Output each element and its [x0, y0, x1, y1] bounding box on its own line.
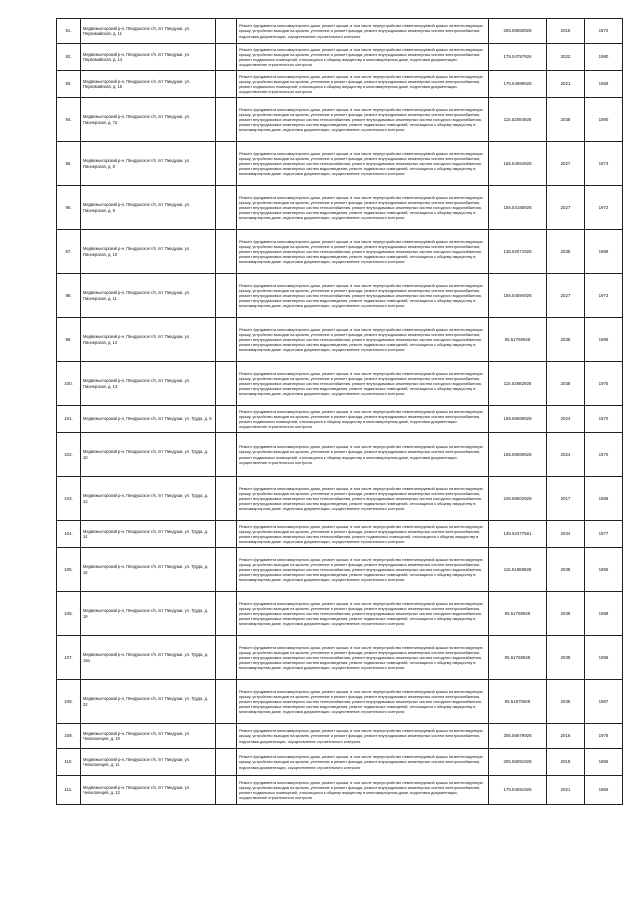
address-cell: Медвежьегорский р-н, Пиндушское г/п, пгт Пиндуши, ул. Первомайская, д. 11 — [81, 19, 216, 44]
planned-year-cell: 2034 — [547, 521, 585, 548]
build-year-cell: 1958 — [585, 71, 623, 98]
address-cell: Медвежьегорский р-н, Пиндушское г/п, пгт Пиндуши, ул. Первомайская, д. 16 — [81, 71, 216, 98]
work-description-cell: Ремонт фундамента многоквартирного дома, ремонт крыши, в том числе переустройство невентилируемой крыши на вентилируемую крышу, устройство выходов на кровлю, утепление и ремонт фасада, ремонт внутридомовых инженерных систем электроснабжения, ремонт внутридомовых инженерных систем теплоснабжения, ремонт внутридомовых инженерных систем холодного водоснабжения, ремонт внутридомовых инженерных систем водоотведения, ремонт подвальных помещений, относящихся к общему имуществу в многоквартирном доме, подготовка документации, осуществление строительного контроля — [237, 98, 489, 142]
row-number: 98. — [57, 274, 81, 318]
planned-year-cell: 2039 — [547, 636, 585, 680]
empty-cell — [216, 44, 237, 71]
cost-cell: 175.54797926 — [489, 44, 547, 71]
empty-cell — [216, 680, 237, 724]
row-number: 94. — [57, 98, 81, 142]
table-row — [57, 98, 623, 142]
planned-year-cell: 2038 — [547, 548, 585, 592]
address-cell: Медвежьегорский р-н, Пиндушское г/п, пгт Пиндуши, ул. Пионерская, д. 9 — [81, 186, 216, 230]
build-year-cell: 1973 — [585, 274, 623, 318]
empty-cell — [216, 142, 237, 186]
cost-cell: 95.51769928 — [489, 636, 547, 680]
table-row — [57, 186, 623, 230]
cost-cell: 115.52084928 — [489, 98, 547, 142]
planned-year-cell: 2038 — [547, 362, 585, 406]
work-description-cell: Ремонт фундамента многоквартирного дома, ремонт крыши, в том числе переустройство невентилируемой крыши на вентилируемую крышу, устройство выходов на кровлю, утепление и ремонт фасада, ремонт внутридомовых инженерных систем электроснабжения, ремонт внутридомовых инженерных систем теплоснабжения, ремонт внутридомовых инженерных систем холодного водоснабжения, ремонт внутридомовых инженерных систем водоотведения, ремонт подвальных помещений, относящихся к общему имуществу в многоквартирном доме, подготовка документации, осуществление строительного контроля — [237, 230, 489, 274]
work-description-cell: Ремонт фундамента многоквартирного дома, ремонт крыши, в том числе переустройство невентилируемой крыши на вентилируемую крышу, устройство выходов на кровлю, утепление и ремонт фасада, ремонт внутридомовых инженерных систем электроснабжения, ремонт внутридомовых инженерных систем теплоснабжения, ремонт внутридомовых инженерных систем холодного водоснабжения, ремонт внутридомовых инженерных систем водоотведения, ремонт подвальных помещений, относящихся к общему имуществу в многоквартирном доме, подготовка документации, осуществление строительного контроля — [237, 318, 489, 362]
work-description-cell: Ремонт фундамента многоквартирного дома, ремонт крыши, в том числе переустройство невентилируемой крыши на вентилируемую крышу, устройство выходов на кровлю, утепление и ремонт фасада, ремонт внутридомовых инженерных систем электроснабжения, ремонт внутридомовых инженерных систем теплоснабжения, ремонт внутридомовых инженерных систем холодного водоснабжения, ремонт внутридомовых инженерных систем водоотведения, ремонт подвальных помещений, относящихся к общему имуществу в многоквартирном доме, подготовка документации, осуществление строительного контроля — [237, 142, 489, 186]
address-cell: Медвежьегорский р-н, Пиндушское г/п, пгт Пиндуши, ул. Пионерская, д. 11 — [81, 274, 216, 318]
capital-repair-table — [56, 18, 623, 805]
build-year-cell: 1977 — [585, 521, 623, 548]
cost-cell: 175.54591928 — [489, 776, 547, 805]
row-number: 92. — [57, 44, 81, 71]
build-year-cell: 1958 — [585, 477, 623, 521]
address-cell: Медвежьегорский р-н, Пиндушское г/п, пгт Пиндуши, ул. Пионерская, д. 10 — [81, 230, 216, 274]
address-cell: Медвежьегорский р-н, Пиндушское г/п, пгт Пиндуши, ул. Пионерская, д. 13 — [81, 362, 216, 406]
cost-cell: 205.56679928 — [489, 724, 547, 749]
cost-cell: 205.56560928 — [489, 19, 547, 44]
work-description-cell: Ремонт фундамента многоквартирного дома, ремонт крыши, в том числе переустройство невентилируемой крыши на вентилируемую крышу, устройство выходов на кровлю, утепление и ремонт фасада, ремонт внутридомовых инженерных систем электроснабжения, подготовка документации, осуществление строительного контроля — [237, 749, 489, 776]
row-number: 105. — [57, 548, 81, 592]
address-cell: Медвежьегорский р-н, Пиндушское г/п, пгт Пиндуши, ул. Труда, д. 19 — [81, 592, 216, 636]
planned-year-cell: 2038 — [547, 592, 585, 636]
build-year-cell: 1975 — [585, 362, 623, 406]
empty-cell — [216, 548, 237, 592]
cost-cell: 155.54594928 — [489, 274, 547, 318]
row-number: 101. — [57, 406, 81, 433]
work-description-cell: Ремонт фундамента многоквартирного дома, ремонт крыши, в том числе переустройство невентилируемой крыши на вентилируемую крышу, устройство выходов на кровлю, утепление и ремонт фасада, ремонт внутридомовых инженерных систем электроснабжения, ремонт подвальных помещений, относящихся к общему имуществу в многоквартирном доме, подготовка документации, осуществление строительного контроля — [237, 44, 489, 71]
table-row — [57, 274, 623, 318]
planned-year-cell: 2038 — [547, 98, 585, 142]
cost-cell: 95.51870928 — [489, 680, 547, 724]
table-row — [57, 230, 623, 274]
address-cell: Медвежьегорский р-н, Пиндушское г/п, пгт Пиндуши, ул. Пионерская, д. 7а — [81, 98, 216, 142]
empty-cell — [216, 274, 237, 318]
table-row — [57, 406, 623, 433]
planned-year-cell: 2022 — [547, 44, 585, 71]
build-year-cell: 1966 — [585, 776, 623, 805]
row-number: 104. — [57, 521, 81, 548]
empty-cell — [216, 636, 237, 680]
empty-cell — [216, 362, 237, 406]
table-row — [57, 71, 623, 98]
planned-year-cell: 2036 — [547, 680, 585, 724]
cost-cell: 205.56091928 — [489, 749, 547, 776]
cost-cell: 135.52377561 — [489, 521, 547, 548]
address-cell: Медвежьегорский р-н, Пиндушское г/п, пгт Пиндуши, ул. Труда, д. 15 — [81, 548, 216, 592]
address-cell: Медвежьегорский р-н, Пиндушское г/п, пгт Пиндуши, ул. Пионерская, д. 12 — [81, 318, 216, 362]
empty-cell — [216, 776, 237, 805]
build-year-cell: 1980 — [585, 98, 623, 142]
planned-year-cell: 2024 — [547, 433, 585, 477]
empty-cell — [216, 592, 237, 636]
address-cell: Медвежьегорский р-н, Пиндушское г/п, пгт Пиндуши, ул. Труда, д. 9 — [81, 406, 216, 433]
build-year-cell: 1980 — [585, 44, 623, 71]
work-description-cell: Ремонт фундамента многоквартирного дома, ремонт крыши, в том числе переустройство невентилируемой крыши на вентилируемую крышу, устройство выходов на кровлю, утепление и ремонт фасада, ремонт внутридомовых инженерных систем электроснабжения, подготовка документации, осуществление строительного контроля — [237, 724, 489, 749]
empty-cell — [216, 230, 237, 274]
table-row — [57, 44, 623, 71]
empty-cell — [216, 749, 237, 776]
table-row — [57, 749, 623, 776]
row-number: 95. — [57, 142, 81, 186]
planned-year-cell: 2035 — [547, 230, 585, 274]
planned-year-cell: 2036 — [547, 318, 585, 362]
cost-cell: 155.54185928 — [489, 186, 547, 230]
planned-year-cell: 2024 — [547, 406, 585, 433]
work-description-cell: Ремонт фундамента многоквартирного дома, ремонт крыши, в том числе переустройство невентилируемой крыши на вентилируемую крышу, устройство выходов на кровлю, утепление и ремонт фасада, ремонт внутридомовых инженерных систем электроснабжения, ремонт внутридомовых инженерных систем теплоснабжения, ремонт подвальных помещений, относящихся к общему имуществу в многоквартирном доме, подготовка документации, осуществление строительного контроля — [237, 521, 489, 548]
work-description-cell: Ремонт фундамента многоквартирного дома, ремонт крыши, в том числе переустройство невентилируемой крыши на вентилируемую крышу, устройство выходов на кровлю, утепление и ремонт фасада, ремонт внутридомовых инженерных систем электроснабжения, ремонт подвальных помещений, относящихся к общему имуществу в многоквартирном доме, подготовка документации, осуществление строительного контроля — [237, 433, 489, 477]
cost-cell: 155.55669928 — [489, 433, 547, 477]
table-row — [57, 636, 623, 680]
row-number: 106. — [57, 592, 81, 636]
table-row — [57, 776, 623, 805]
build-year-cell: 1986 — [585, 318, 623, 362]
planned-year-cell: 2016 — [547, 724, 585, 749]
build-year-cell: 1978 — [585, 724, 623, 749]
table-row — [57, 592, 623, 636]
cost-cell: 135.52071928 — [489, 230, 547, 274]
table-row — [57, 521, 623, 548]
table-body — [57, 19, 623, 805]
planned-year-cell: 2019 — [547, 749, 585, 776]
empty-cell — [216, 186, 237, 230]
cost-cell: 225.56602928 — [489, 477, 547, 521]
build-year-cell: 1987 — [585, 680, 623, 724]
table-row — [57, 724, 623, 749]
address-cell: Медвежьегорский р-н, Пиндушское г/п, пгт Пиндуши, ул. Первомайская, д. 14 — [81, 44, 216, 71]
planned-year-cell: 2016 — [547, 19, 585, 44]
table-row — [57, 477, 623, 521]
cost-cell: 115.51869928 — [489, 548, 547, 592]
row-number: 107. — [57, 636, 81, 680]
empty-cell — [216, 521, 237, 548]
cost-cell: 115.52682928 — [489, 362, 547, 406]
address-cell: Медвежьегорский р-н, Пиндушское г/п, пгт Пиндуши, ул. Пионерская, д. 8 — [81, 142, 216, 186]
address-cell: Медвежьегорский р-н, Пиндушское г/п, пгт Пиндуши, ул. Труда, д. 22 — [81, 680, 216, 724]
row-number: 99. — [57, 318, 81, 362]
address-cell: Медвежьегорский р-н, Пиндушское г/п, пгт Пиндуши, ул. Челюскинцев, д. 12 — [81, 776, 216, 805]
address-cell: Медвежьегорский р-н, Пиндушское г/п, пгт Пиндуши, ул. Труда, д. 13 — [81, 477, 216, 521]
address-cell: Медвежьегорский р-н, Пиндушское г/п, пгт Пиндуши, ул. Труда, д. 14 — [81, 521, 216, 548]
address-cell: Медвежьегорский р-н, Пиндушское г/п, пгт Пиндуши, ул. Челюскинцев, д. 10 — [81, 724, 216, 749]
empty-cell — [216, 724, 237, 749]
row-number: 103. — [57, 477, 81, 521]
empty-cell — [216, 318, 237, 362]
build-year-cell: 1972 — [585, 19, 623, 44]
address-cell: Медвежьегорский р-н, Пиндушское г/п, пгт Пиндуши, ул. Труда, д. 10 — [81, 433, 216, 477]
build-year-cell: 1966 — [585, 749, 623, 776]
planned-year-cell: 2027 — [547, 186, 585, 230]
cost-cell: 95.51769928 — [489, 592, 547, 636]
register-table-page — [56, 18, 622, 805]
cost-cell: 155.55669928 — [489, 406, 547, 433]
row-number: 108. — [57, 680, 81, 724]
cost-cell: 155.54064928 — [489, 142, 547, 186]
build-year-cell: 1988 — [585, 592, 623, 636]
work-description-cell: Ремонт фундамента многоквартирного дома, ремонт крыши, в том числе переустройство невентилируемой крыши на вентилируемую крышу, устройство выходов на кровлю, утепление и ремонт фасада, ремонт внутридомовых инженерных систем электроснабжения, ремонт внутридомовых инженерных систем теплоснабжения, ремонт внутридомовых инженерных систем холодного водоснабжения, ремонт внутридомовых инженерных систем водоотведения, ремонт подвальных помещений, относящихся к общему имуществу в многоквартирном доме, подготовка документации, осуществление строительного контроля — [237, 636, 489, 680]
empty-cell — [216, 19, 237, 44]
row-number: 91. — [57, 19, 81, 44]
planned-year-cell: 2027 — [547, 142, 585, 186]
work-description-cell: Ремонт фундамента многоквартирного дома, ремонт крыши, в том числе переустройство невентилируемой крыши на вентилируемую крышу, устройство выходов на кровлю, утепление и ремонт фасада, ремонт внутридомовых инженерных систем электроснабжения, ремонт подвальных помещений, относящихся к общему имуществу в многоквартирном доме, подготовка документации, осуществление строительного контроля — [237, 776, 489, 805]
work-description-cell: Ремонт фундамента многоквартирного дома, ремонт крыши, в том числе переустройство невентилируемой крыши на вентилируемую крышу, устройство выходов на кровлю, утепление и ремонт фасада, ремонт внутридомовых инженерных систем электроснабжения, подготовка документации, осуществление строительного контроля — [237, 19, 489, 44]
work-description-cell: Ремонт фундамента многоквартирного дома, ремонт крыши, в том числе переустройство невентилируемой крыши на вентилируемую крышу, устройство выходов на кровлю, утепление и ремонт фасада, ремонт внутридомовых инженерных систем электроснабжения, ремонт внутридомовых инженерных систем теплоснабжения, ремонт внутридомовых инженерных систем холодного водоснабжения, ремонт внутридомовых инженерных систем водоотведения, ремонт подвальных помещений, относящихся к общему имуществу в многоквартирном доме, подготовка документации, осуществление строительного контроля — [237, 680, 489, 724]
build-year-cell: 1972 — [585, 186, 623, 230]
planned-year-cell: 2017 — [547, 477, 585, 521]
work-description-cell: Ремонт фундамента многоквартирного дома, ремонт крыши, в том числе переустройство невентилируемой крыши на вентилируемую крышу, устройство выходов на кровлю, утепление и ремонт фасада, ремонт внутридомовых инженерных систем электроснабжения, ремонт внутридомовых инженерных систем теплоснабжения, ремонт внутридомовых инженерных систем холодного водоснабжения, ремонт внутридомовых инженерных систем водоотведения, ремонт подвальных помещений, относящихся к общему имуществу в многоквартирном доме, подготовка документации, осуществление строительного контроля — [237, 186, 489, 230]
build-year-cell: 1970 — [585, 406, 623, 433]
row-number: 100. — [57, 362, 81, 406]
row-number: 97. — [57, 230, 81, 274]
row-number: 102. — [57, 433, 81, 477]
address-cell: Медвежьегорский р-н, Пиндушское г/п, пгт Пиндуши, ул. Труда, д. 19а — [81, 636, 216, 680]
table-row — [57, 680, 623, 724]
work-description-cell: Ремонт фундамента многоквартирного дома, ремонт крыши, в том числе переустройство невентилируемой крыши на вентилируемую крышу, устройство выходов на кровлю, утепление и ремонт фасада, ремонт внутридомовых инженерных систем электроснабжения, ремонт подвальных помещений, относящихся к общему имуществу в многоквартирном доме, подготовка документации, осуществление строительного контроля — [237, 406, 489, 433]
table-row — [57, 548, 623, 592]
work-description-cell: Ремонт фундамента многоквартирного дома, ремонт крыши, в том числе переустройство невентилируемой крыши на вентилируемую крышу, устройство выходов на кровлю, утепление и ремонт фасада, ремонт внутридомовых инженерных систем электроснабжения, ремонт внутридомовых инженерных систем теплоснабжения, ремонт внутридомовых инженерных систем холодного водоснабжения, ремонт внутридомовых инженерных систем водоотведения, ремонт подвальных помещений, относящихся к общему имуществу в многоквартирном доме, подготовка документации, осуществление строительного контроля — [237, 548, 489, 592]
table-row — [57, 362, 623, 406]
build-year-cell: 1988 — [585, 230, 623, 274]
build-year-cell: 1955 — [585, 548, 623, 592]
build-year-cell: 1973 — [585, 142, 623, 186]
address-cell: Медвежьегорский р-н, Пиндушское г/п, пгт Пиндуши, ул. Челюскинцев, д. 11 — [81, 749, 216, 776]
empty-cell — [216, 98, 237, 142]
row-number: 93. — [57, 71, 81, 98]
empty-cell — [216, 406, 237, 433]
cost-cell: 175.54989928 — [489, 71, 547, 98]
work-description-cell: Ремонт фундамента многоквартирного дома, ремонт крыши, в том числе переустройство невентилируемой крыши на вентилируемую крышу, устройство выходов на кровлю, утепление и ремонт фасада, ремонт внутридомовых инженерных систем электроснабжения, ремонт внутридомовых инженерных систем теплоснабжения, ремонт внутридомовых инженерных систем холодного водоснабжения, ремонт внутридомовых инженерных систем водоотведения, ремонт подвальных помещений, относящихся к общему имуществу в многоквартирном доме, подготовка документации, осуществление строительного контроля — [237, 274, 489, 318]
empty-cell — [216, 433, 237, 477]
planned-year-cell: 2021 — [547, 71, 585, 98]
work-description-cell: Ремонт фундамента многоквартирного дома, ремонт крыши, в том числе переустройство невентилируемой крыши на вентилируемую крышу, устройство выходов на кровлю, утепление и ремонт фасада, ремонт внутридомовых инженерных систем электроснабжения, ремонт внутридомовых инженерных систем теплоснабжения, ремонт внутридомовых инженерных систем холодного водоснабжения, ремонт внутридомовых инженерных систем водоотведения, ремонт подвальных помещений, относящихся к общему имуществу в многоквартирном доме, подготовка документации, осуществление строительного контроля — [237, 477, 489, 521]
table-row — [57, 142, 623, 186]
work-description-cell: Ремонт фундамента многоквартирного дома, ремонт крыши, в том числе переустройство невентилируемой крыши на вентилируемую крышу, устройство выходов на кровлю, утепление и ремонт фасада, ремонт внутридомовых инженерных систем электроснабжения, ремонт подвальных помещений, относящихся к общему имуществу в многоквартирном доме, подготовка документации, осуществление строительного контроля — [237, 71, 489, 98]
row-number: 109. — [57, 724, 81, 749]
row-number: 111. — [57, 776, 81, 805]
cost-cell: 95.51769928 — [489, 318, 547, 362]
build-year-cell: 1970 — [585, 433, 623, 477]
planned-year-cell: 2021 — [547, 776, 585, 805]
row-number: 110. — [57, 749, 81, 776]
row-number: 96. — [57, 186, 81, 230]
table-row — [57, 318, 623, 362]
work-description-cell: Ремонт фундамента многоквартирного дома, ремонт крыши, в том числе переустройство невентилируемой крыши на вентилируемую крышу, устройство выходов на кровлю, утепление и ремонт фасада, ремонт внутридомовых инженерных систем электроснабжения, ремонт внутридомовых инженерных систем теплоснабжения, ремонт внутридомовых инженерных систем холодного водоснабжения, ремонт внутридомовых инженерных систем водоотведения, ремонт подвальных помещений, относящихся к общему имуществу в многоквартирном доме, подготовка документации, осуществление строительного контроля — [237, 592, 489, 636]
empty-cell — [216, 71, 237, 98]
table-row — [57, 433, 623, 477]
empty-cell — [216, 477, 237, 521]
table-row — [57, 19, 623, 44]
build-year-cell: 1996 — [585, 636, 623, 680]
planned-year-cell: 2027 — [547, 274, 585, 318]
work-description-cell: Ремонт фундамента многоквартирного дома, ремонт крыши, в том числе переустройство невентилируемой крыши на вентилируемую крышу, устройство выходов на кровлю, утепление и ремонт фасада, ремонт внутридомовых инженерных систем электроснабжения, ремонт внутридомовых инженерных систем теплоснабжения, ремонт внутридомовых инженерных систем холодного водоснабжения, ремонт внутридомовых инженерных систем водоотведения, ремонт подвальных помещений, относящихся к общему имуществу в многоквартирном доме, подготовка документации, осуществление строительного контроля — [237, 362, 489, 406]
